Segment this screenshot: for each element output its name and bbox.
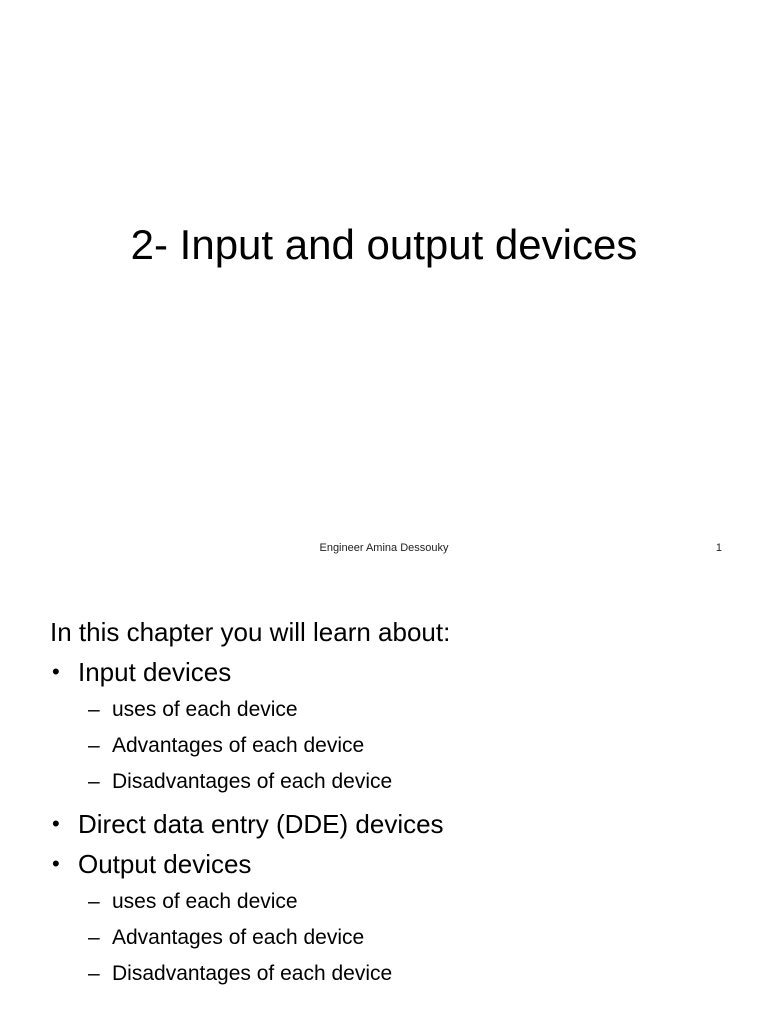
bullet-marker: • [52, 811, 60, 836]
content-slide [0, 576, 768, 1024]
bullet-output-devices [50, 844, 750, 884]
subitem-input-uses [50, 692, 750, 728]
slide-title: 2- Input and output devices [130, 221, 638, 268]
slide-footer-author: Engineer Amina Dessouky [319, 542, 449, 554]
subitem-label: Disadvantages of each device [112, 770, 393, 793]
subitem-output-disadvantages [50, 956, 750, 992]
bullet-input-devices [50, 652, 750, 692]
subitem-label: Disadvantages of each device [112, 962, 393, 985]
dash-marker: – [88, 890, 100, 913]
chapter-outline [50, 612, 750, 992]
bullet-label: Direct data entry (DDE) devices [78, 809, 444, 839]
subitem-output-uses [50, 884, 750, 920]
bullet-label: Output devices [78, 849, 252, 879]
outline-intro: In this chapter you will learn about: [50, 617, 451, 647]
subitem-label: Advantages of each device [112, 734, 365, 757]
dash-marker: – [88, 734, 100, 757]
subitem-label: uses of each device [112, 890, 298, 913]
subitem-label: uses of each device [112, 698, 298, 721]
bullet-dde-devices [50, 804, 750, 844]
subitem-input-disadvantages [50, 764, 750, 800]
subitem-input-advantages [50, 728, 750, 764]
bullet-marker: • [52, 851, 60, 876]
subitem-label: Advantages of each device [112, 926, 365, 949]
bullet-label: Input devices [78, 657, 232, 687]
subitem-output-advantages [50, 920, 750, 956]
bullet-marker: • [52, 659, 60, 684]
dash-marker: – [88, 926, 100, 949]
dash-marker: – [88, 962, 100, 985]
slide-page-number: 1 [715, 542, 722, 554]
dash-marker: – [88, 698, 100, 721]
dash-marker: – [88, 770, 100, 793]
